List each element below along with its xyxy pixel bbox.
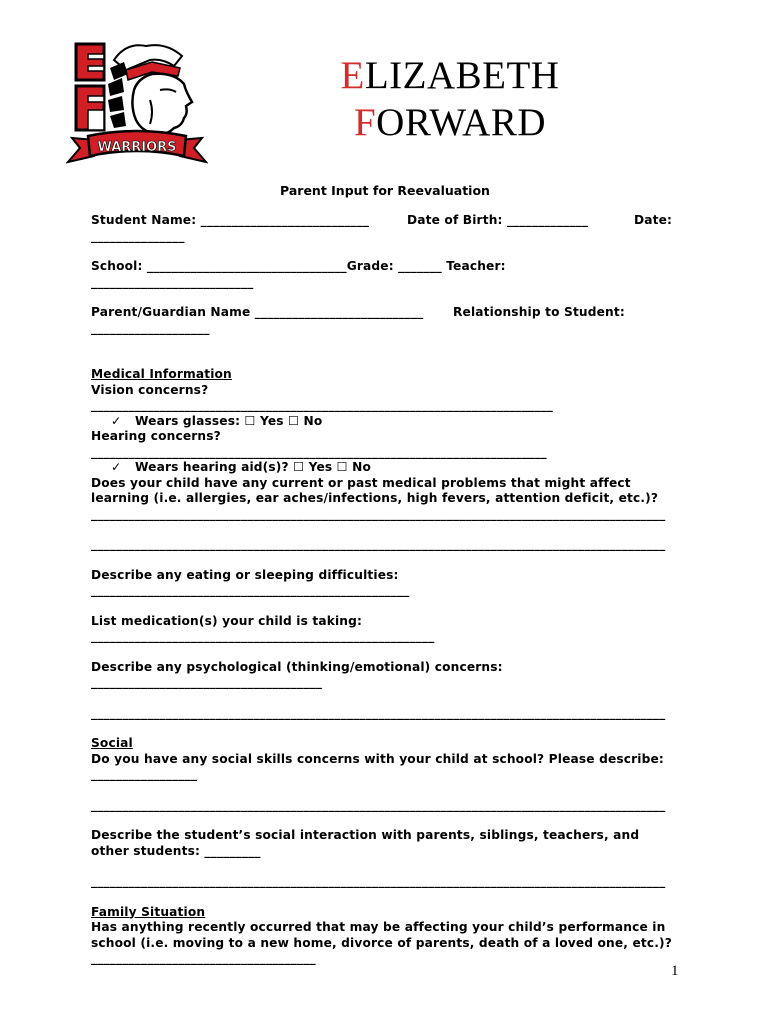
social-interaction-question-2[interactable]: other students: _________ <box>91 843 261 858</box>
family-question-2: school (i.e. moving to a new home, divorce of parents, death of a loved one, etc.)? <box>91 935 672 950</box>
medical-problems-question-1: Does your child have any current or past medical problems that might affect <box>91 475 631 490</box>
medication-answer-line[interactable]: _______________________________________________________ <box>91 629 435 643</box>
family-question-1: Has anything recently occurred that may be affecting your child’s performance in <box>91 920 666 934</box>
hearing-aid-item <box>91 460 681 476</box>
date-of-birth-field[interactable]: Date of Birth: _____________ <box>407 213 589 227</box>
medical-problems-answer-2[interactable]: ____________________________________________________________________________________________ <box>91 537 666 551</box>
social-skills-answer-line-2[interactable]: ____________________________________________________________________________________________ <box>91 797 666 812</box>
social-heading: Social <box>91 736 133 750</box>
date-label: Date: <box>634 213 673 227</box>
eating-answer-line[interactable]: ___________________________________________________ <box>91 583 410 597</box>
medical-problems-question-2: learning (i.e. allergies, ear aches/infections, high fevers, attention deficit, etc.)? <box>91 491 659 505</box>
form-body <box>91 213 681 967</box>
warrior-head-icon <box>132 74 192 135</box>
title-initial-e: E <box>340 54 365 97</box>
glasses-item <box>91 414 681 430</box>
medication-question: List medication(s) your child is taking: <box>91 613 363 628</box>
hearing-aid-checkbox[interactable]: Wears hearing aid(s)? ☐ Yes ☐ No <box>135 460 372 474</box>
social-skills-answer-line[interactable]: _________________ <box>91 767 198 781</box>
hearing-question: Hearing concerns? <box>91 429 221 443</box>
logo-letter-f <box>76 86 104 130</box>
psychological-question: Describe any psychological (thinking/emotional) concerns: <box>91 659 503 674</box>
check-icon: ✓ <box>111 460 122 474</box>
psychological-answer-line-2[interactable]: ____________________________________________________________________________________________ <box>91 705 666 720</box>
medical-heading: Medical Information <box>91 367 232 381</box>
svg-text:WARRIORS: WARRIORS <box>97 140 177 155</box>
warriors-logo <box>66 40 208 165</box>
social-interaction-question-1: Describe the student’s social interaction with parents, siblings, teachers, and <box>91 828 640 842</box>
student-name-field[interactable]: Student Name: ___________________________ <box>91 213 370 227</box>
social-interaction-answer-line[interactable]: ____________________________________________________________________________________________ <box>91 874 666 888</box>
warriors-banner <box>68 131 206 162</box>
title-line-1: LIZABETH <box>364 54 560 97</box>
vision-answer-line[interactable]: __________________________________________________________________________ <box>91 398 554 412</box>
page-number: 1 <box>671 963 679 979</box>
social-skills-question: Do you have any social skills concerns with your child at school? Please describe: <box>91 751 664 766</box>
parent-guardian-field[interactable]: Parent/Guardian Name ___________________________ <box>91 305 424 319</box>
school-title <box>300 52 600 146</box>
glasses-checkbox[interactable]: Wears glasses: ☐ Yes ☐ No <box>135 413 323 428</box>
school-grade-teacher-field[interactable]: School: ________________________________Grade: _______ Teacher: <box>91 259 506 273</box>
psychological-answer-line[interactable]: _____________________________________ <box>91 675 323 689</box>
family-answer-line[interactable]: ____________________________________ <box>91 951 316 965</box>
eating-question: Describe any eating or sleeping difficulties: <box>91 567 399 582</box>
title-initial-f: F <box>353 101 377 144</box>
vision-question: Vision concerns? <box>91 382 209 397</box>
form-title: Parent Input for Reevaluation <box>280 183 490 198</box>
student-row <box>91 213 681 229</box>
date-field[interactable]: _______________ <box>91 228 185 243</box>
family-heading: Family Situation <box>91 904 206 919</box>
parent-row <box>91 305 681 321</box>
check-icon: ✓ <box>111 413 122 428</box>
logo-letter-e <box>76 44 104 80</box>
medical-problems-answer-1[interactable]: ____________________________________________________________________________________________ <box>91 506 666 521</box>
hearing-answer-line[interactable]: _________________________________________________________________________ <box>91 444 547 459</box>
relationship-field[interactable]: ___________________ <box>91 320 210 335</box>
teacher-field[interactable]: __________________________ <box>91 274 254 289</box>
relationship-label: Relationship to Student: <box>453 305 625 319</box>
title-line-2: ORWARD <box>376 101 547 144</box>
